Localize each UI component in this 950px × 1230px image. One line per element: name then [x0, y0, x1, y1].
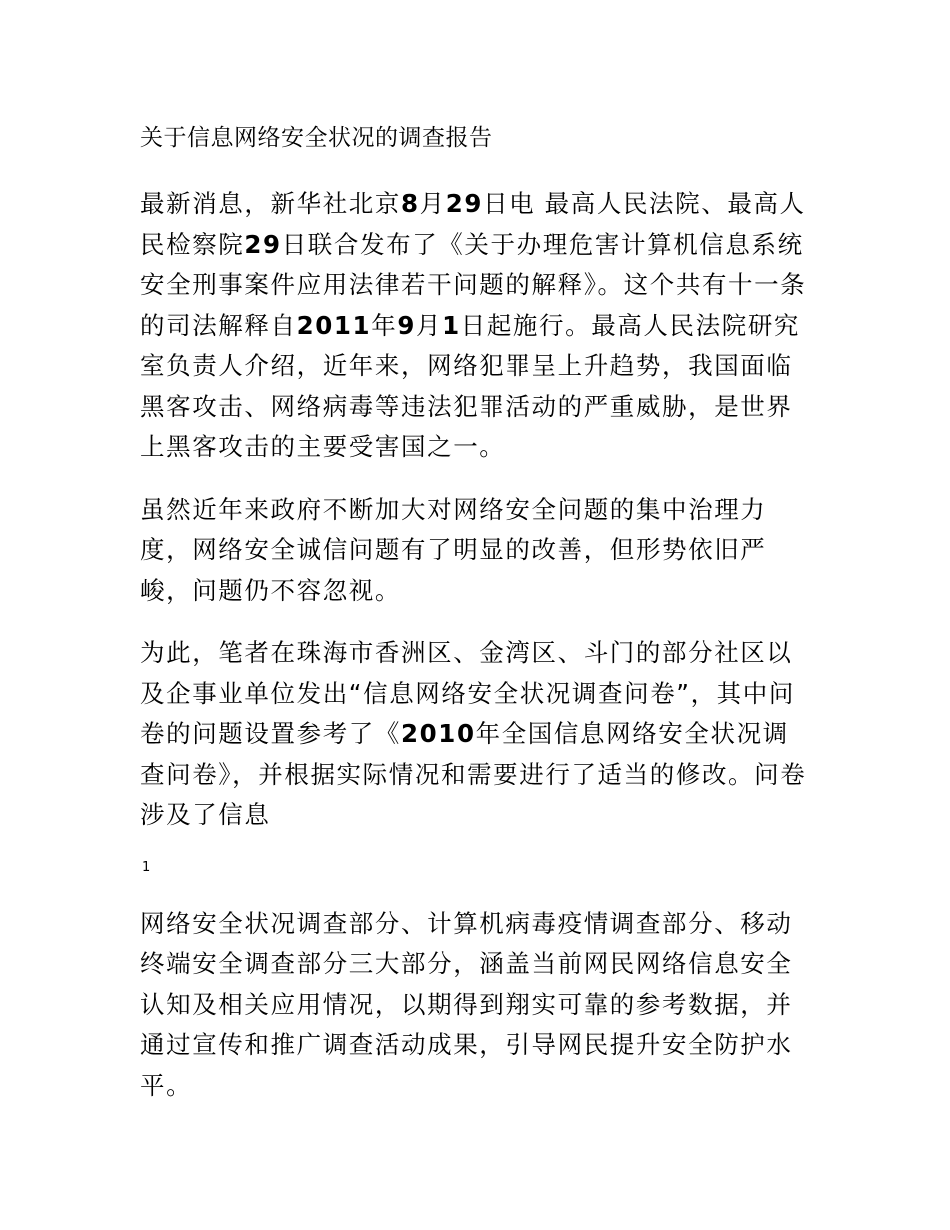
- text-segment: 日电 最高人民法院、最高人民检察院: [140, 189, 806, 259]
- document-page: [140, 118, 812, 1128]
- text-segment: 日联合发布了《关于办理危害计算机信息系统安全刑事案件应用法律若干问题的解释》。这个共有十一条的司法解释自: [140, 229, 807, 340]
- paragraph-news: [140, 184, 812, 468]
- text-segment: 年: [371, 310, 398, 340]
- page-number: 1: [142, 859, 151, 875]
- document-title: 关于信息网络安全状况的调查报告: [140, 125, 493, 151]
- text-segment: 年全国信息网络安全状况调查问卷》，并根据实际情况和需要进行了适当的修改。问卷涉及了信息: [140, 719, 807, 829]
- text-segment: 为此，笔者在珠海市香洲区、金湾区、斗门的部分社区以及企事业单位发出“信息网络安全状况调查问卷”，其中问卷的问题设置参考了《: [140, 638, 795, 748]
- number-day: 29: [445, 189, 484, 218]
- number-month: 8: [401, 189, 420, 218]
- text-segment: 日起施行。最高人民法院研究室负责人介绍，近年来，网络犯罪呈上升趋势，我国面临黑客攻击、网络病毒等违法犯罪活动的严重威胁，是世界上黑客攻击的主要受害国之一。: [140, 310, 801, 461]
- number-day: 29: [244, 229, 282, 259]
- paragraph-situation: 虽然近年来政府不断加大对网络安全问题的集中治理力度，网络安全诚信问题有了明显的改善，但形势依旧严峻，问题仍不容忽视。: [140, 494, 767, 605]
- text-segment: 月: [419, 189, 446, 218]
- paragraph-continuation: 网络安全状况调查部分、计算机病毒疫情调查部分、移动终端安全调查部分三大部分，涵盖当前网民网络信息安全认知及相关应用情况，以期得到翔实可靠的参考数据，并通过宣传和推广调查活动成果，引导网民提升安全防护水平。: [140, 908, 793, 1100]
- text-segment: 最新消息，新华社北京: [140, 189, 401, 218]
- number-day: 1: [442, 310, 461, 340]
- paragraph-survey: [140, 633, 812, 836]
- number-month: 9: [397, 310, 416, 340]
- text-segment: 月: [415, 310, 443, 340]
- number-year: 2010: [401, 719, 476, 748]
- number-year: 2011: [296, 310, 372, 340]
